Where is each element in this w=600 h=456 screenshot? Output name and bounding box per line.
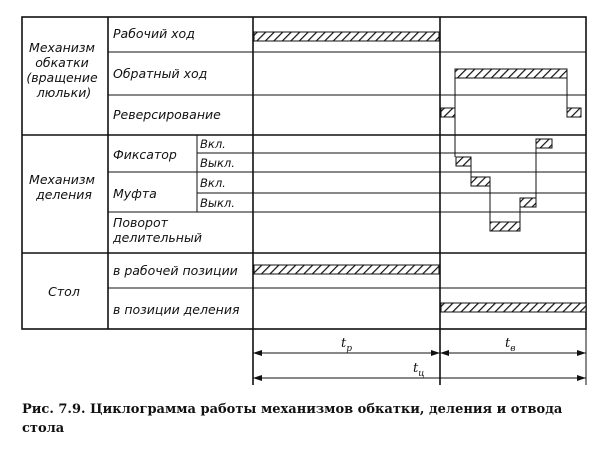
bar-table-indexing-position [441,303,586,312]
bar-clutch-off [520,198,536,207]
group-label-table: Стол [48,284,80,299]
bar-indexing-rotation [490,222,520,231]
label-tc: $t_ц$ [413,361,425,379]
row-label-clutch: Муфта [113,186,157,201]
bar-working-stroke [254,32,439,41]
bar-return-stroke [455,69,567,78]
group-label-indexing: Механизм деления [29,172,95,202]
bar-reversing-start [441,108,455,117]
bar-reversing-end [567,108,581,117]
sublabel-latch-on: Вкл. [200,137,226,151]
bar-clutch-on [471,177,490,186]
bar-latch-off [456,157,471,166]
sequence-connectors [455,78,567,222]
figure-caption: Рис. 7.9. Циклограмма работы механизмов обкатки, деления и отвода стола [22,402,563,436]
row-label-indexing-rotation: Поворот делительный [113,215,202,245]
row-label-working-stroke: Рабочий ход [113,26,195,41]
arrow-tv-right [577,350,586,356]
arrow-tp-left [253,350,262,356]
row-label-indexing-position: в позиции деления [113,302,240,317]
sublabel-latch-off: Выкл. [200,156,235,170]
group-label-rolling: Механизм обкатки (вращение люльки) [26,40,98,100]
arrow-tp-right [431,350,440,356]
sublabel-clutch-off: Выкл. [200,196,235,210]
row-label-return-stroke: Обратный ход [113,66,208,81]
label-tv: $t_в$ [505,336,516,354]
bar-latch-on [536,139,552,148]
arrow-tc-left [253,375,262,381]
row-label-working-position: в рабочей позиции [113,263,238,278]
table-frame [22,17,586,329]
sublabel-clutch-on: Вкл. [200,176,226,190]
row-label-latch: Фиксатор [113,147,177,162]
bar-table-working-position [254,265,439,274]
label-tp: $t_p$ [341,336,352,354]
arrow-tv-left [440,350,449,356]
arrow-tc-right [577,375,586,381]
row-label-reversing: Реверсирование [113,107,221,122]
